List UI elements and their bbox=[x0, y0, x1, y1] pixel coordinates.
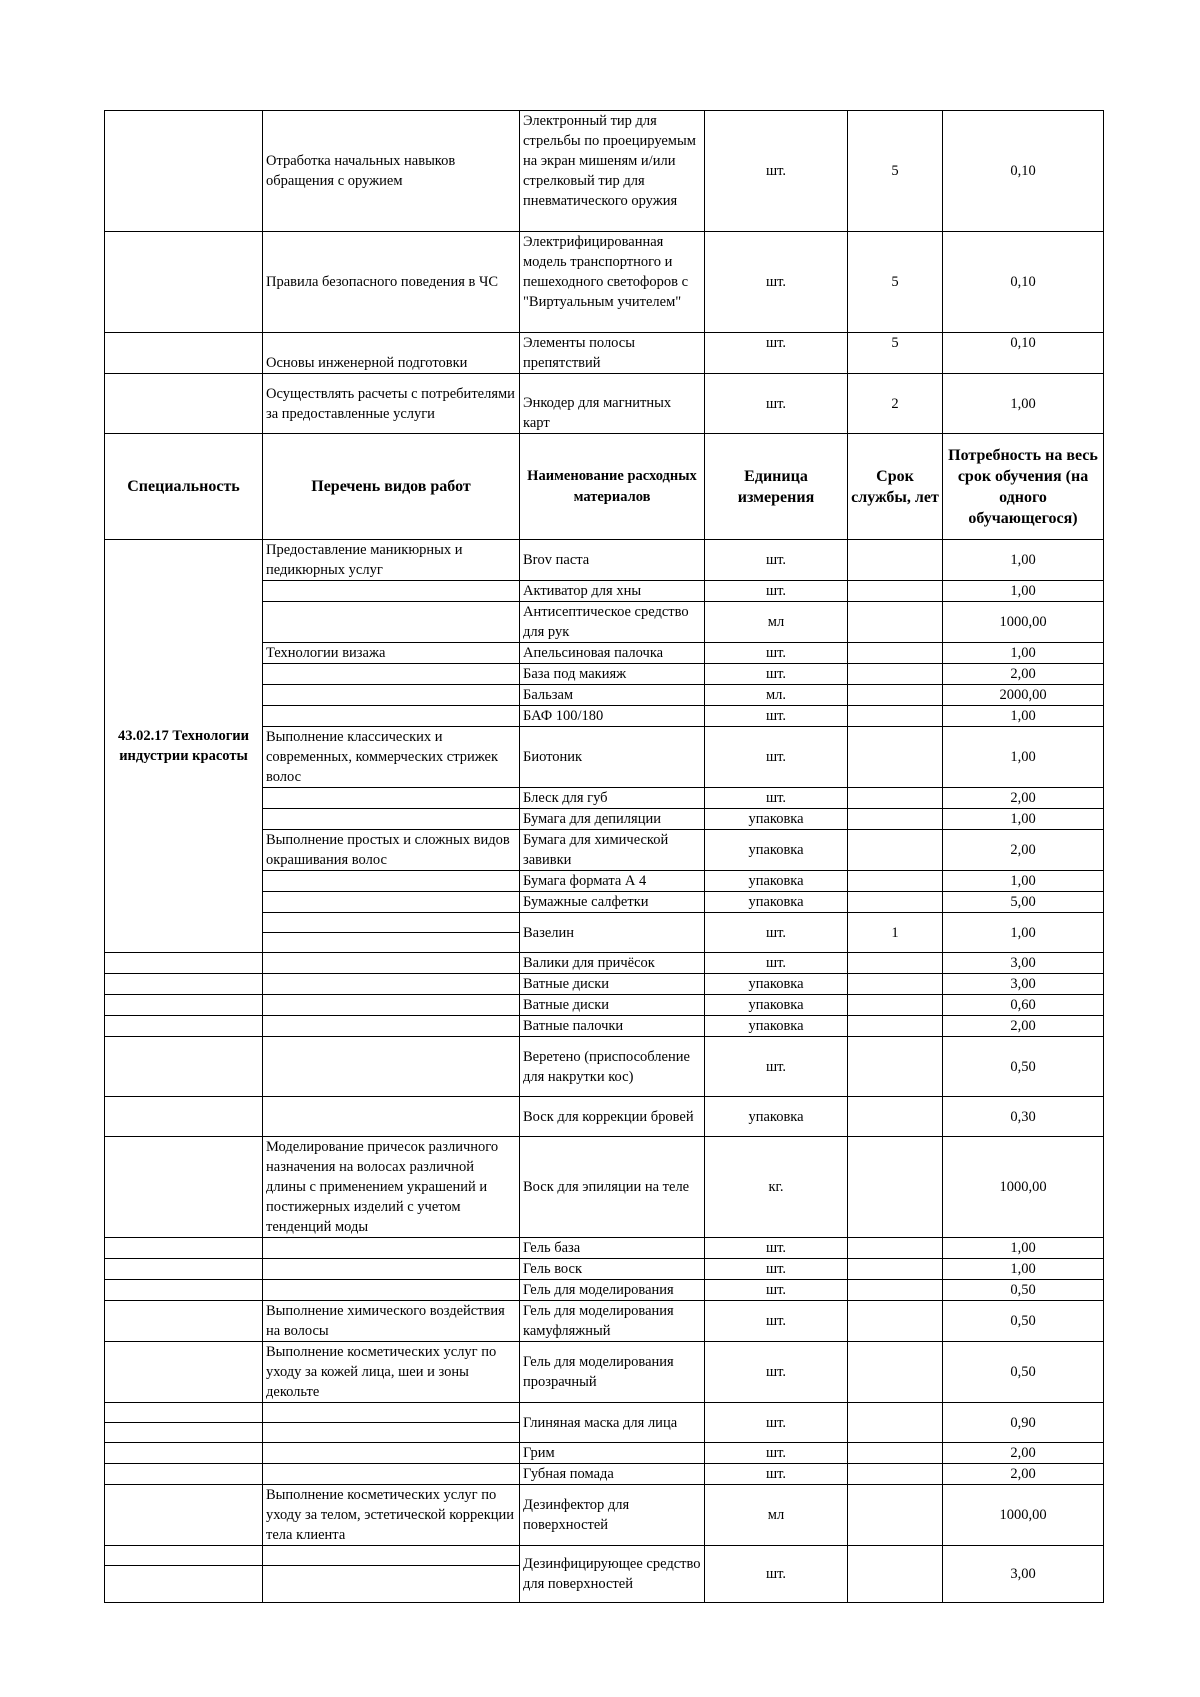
need-cell: 3,00 bbox=[943, 953, 1104, 974]
unit-cell: шт. bbox=[705, 788, 848, 809]
life-cell bbox=[848, 809, 943, 830]
specialty-cell bbox=[105, 1342, 263, 1403]
need-cell: 2000,00 bbox=[943, 685, 1104, 706]
material-cell: Гель база bbox=[520, 1238, 705, 1259]
need-cell: 1000,00 bbox=[943, 602, 1104, 643]
work-cell bbox=[263, 1546, 520, 1566]
specialty-cell bbox=[105, 953, 263, 974]
specialty-cell bbox=[105, 1259, 263, 1280]
need-cell: 1,00 bbox=[943, 581, 1104, 602]
need-cell: 0,90 bbox=[943, 1403, 1104, 1443]
table-row bbox=[105, 1016, 1104, 1037]
life-cell bbox=[848, 1464, 943, 1485]
unit-cell: упаковка bbox=[705, 1016, 848, 1037]
work-cell bbox=[263, 1443, 520, 1464]
life-cell bbox=[848, 602, 943, 643]
life-cell bbox=[848, 1016, 943, 1037]
material-cell: Brov паста bbox=[520, 540, 705, 581]
work-cell bbox=[263, 933, 520, 953]
table-row bbox=[105, 1137, 1104, 1238]
material-cell: Гель для моделирования прозрачный bbox=[520, 1342, 705, 1403]
specialty-cell bbox=[105, 1443, 263, 1464]
unit-cell: шт. bbox=[705, 540, 848, 581]
material-cell: Ватные диски bbox=[520, 974, 705, 995]
need-cell: 1,00 bbox=[943, 374, 1104, 434]
life-cell: 5 bbox=[848, 333, 943, 374]
need-cell: 1,00 bbox=[943, 706, 1104, 727]
material-cell: Глиняная маска для лица bbox=[520, 1403, 705, 1443]
unit-cell: шт. bbox=[705, 1342, 848, 1403]
need-cell: 0,10 bbox=[943, 232, 1104, 333]
life-cell bbox=[848, 995, 943, 1016]
life-cell bbox=[848, 830, 943, 871]
life-cell bbox=[848, 1097, 943, 1137]
unit-cell: мл bbox=[705, 1485, 848, 1546]
material-cell: Воск для коррекции бровей bbox=[520, 1097, 705, 1137]
life-cell bbox=[848, 788, 943, 809]
work-cell bbox=[263, 974, 520, 995]
work-cell bbox=[263, 1423, 520, 1443]
unit-cell: шт. bbox=[705, 1280, 848, 1301]
material-cell: Элементы полосы препятствий bbox=[520, 333, 705, 374]
need-cell: 2,00 bbox=[943, 830, 1104, 871]
life-cell bbox=[848, 643, 943, 664]
need-cell: 0,60 bbox=[943, 995, 1104, 1016]
material-cell: БАФ 100/180 bbox=[520, 706, 705, 727]
life-cell bbox=[848, 1238, 943, 1259]
header-materials: Наименование расходных материалов bbox=[520, 434, 705, 540]
work-cell bbox=[263, 995, 520, 1016]
unit-cell: шт. bbox=[705, 374, 848, 434]
material-cell: Ватные палочки bbox=[520, 1016, 705, 1037]
work-cell bbox=[263, 1238, 520, 1259]
work-cell bbox=[263, 953, 520, 974]
material-cell: Гель для моделирования камуфляжный bbox=[520, 1301, 705, 1342]
specialty-cell bbox=[105, 374, 263, 434]
work-cell bbox=[263, 788, 520, 809]
table-row bbox=[105, 540, 1104, 581]
unit-cell: шт. bbox=[705, 1259, 848, 1280]
life-cell bbox=[848, 1037, 943, 1097]
work-cell bbox=[263, 1259, 520, 1280]
life-cell bbox=[848, 581, 943, 602]
specialty-cell bbox=[105, 1280, 263, 1301]
work-cell bbox=[263, 1566, 520, 1603]
work-cell: Выполнение простых и сложных видов окрашивания волос bbox=[263, 830, 520, 871]
unit-cell: упаковка bbox=[705, 809, 848, 830]
table-row bbox=[105, 1097, 1104, 1137]
table-row bbox=[105, 1443, 1104, 1464]
unit-cell: шт. bbox=[705, 727, 848, 788]
material-cell: Апельсиновая палочка bbox=[520, 643, 705, 664]
material-cell: Гель воск bbox=[520, 1259, 705, 1280]
need-cell: 1,00 bbox=[943, 871, 1104, 892]
table-row bbox=[105, 1464, 1104, 1485]
need-cell: 2,00 bbox=[943, 1016, 1104, 1037]
work-cell: Выполнение классических и современных, коммерческих стрижек волос bbox=[263, 727, 520, 788]
need-cell: 2,00 bbox=[943, 1464, 1104, 1485]
unit-cell: шт. bbox=[705, 1546, 848, 1603]
need-cell: 2,00 bbox=[943, 788, 1104, 809]
material-cell: Ватные диски bbox=[520, 995, 705, 1016]
need-cell: 0,10 bbox=[943, 333, 1104, 374]
material-cell: Антисептическое средство для рук bbox=[520, 602, 705, 643]
specialty-cell bbox=[105, 1423, 263, 1443]
work-cell: Отработка начальных навыков обращения с оружием bbox=[263, 111, 520, 232]
need-cell: 1000,00 bbox=[943, 1137, 1104, 1238]
material-cell: Вазелин bbox=[520, 913, 705, 953]
life-cell: 2 bbox=[848, 374, 943, 434]
need-cell: 1,00 bbox=[943, 1238, 1104, 1259]
table-header-row bbox=[105, 434, 1104, 540]
table-row bbox=[105, 333, 1104, 374]
need-cell: 5,00 bbox=[943, 892, 1104, 913]
work-cell: Основы инженерной подготовки bbox=[263, 333, 520, 374]
header-life: Срок службы, лет bbox=[848, 434, 943, 540]
table-row bbox=[105, 1259, 1104, 1280]
need-cell: 1,00 bbox=[943, 643, 1104, 664]
life-cell bbox=[848, 706, 943, 727]
specialty-cell bbox=[105, 1566, 263, 1603]
table-row bbox=[105, 1301, 1104, 1342]
table-row bbox=[105, 974, 1104, 995]
unit-cell: шт. bbox=[705, 913, 848, 953]
header-unit: Единица измерения bbox=[705, 434, 848, 540]
work-cell bbox=[263, 1037, 520, 1097]
table-row bbox=[105, 953, 1104, 974]
need-cell: 1,00 bbox=[943, 809, 1104, 830]
work-cell: Предоставление маникюрных и педикюрных услуг bbox=[263, 540, 520, 581]
life-cell bbox=[848, 1280, 943, 1301]
unit-cell: шт. bbox=[705, 643, 848, 664]
table-row bbox=[105, 1037, 1104, 1097]
work-cell bbox=[263, 602, 520, 643]
material-cell: Воск для эпиляции на теле bbox=[520, 1137, 705, 1238]
material-cell: Блеск для губ bbox=[520, 788, 705, 809]
need-cell: 0,50 bbox=[943, 1301, 1104, 1342]
material-cell: Бумага для химической завивки bbox=[520, 830, 705, 871]
work-cell bbox=[263, 913, 520, 933]
specialty-cell bbox=[105, 1301, 263, 1342]
material-cell: Дезинфицирующее средство для поверхностей bbox=[520, 1546, 705, 1603]
specialty-cell bbox=[105, 995, 263, 1016]
specialty-cell bbox=[105, 333, 263, 374]
unit-cell: упаковка bbox=[705, 974, 848, 995]
work-cell bbox=[263, 871, 520, 892]
life-cell bbox=[848, 1403, 943, 1443]
header-specialty: Специальность bbox=[105, 434, 263, 540]
need-cell: 1,00 bbox=[943, 727, 1104, 788]
work-cell: Выполнение химического воздействия на волосы bbox=[263, 1301, 520, 1342]
table-row bbox=[105, 1342, 1104, 1403]
work-cell bbox=[263, 685, 520, 706]
specialty-cell bbox=[105, 1037, 263, 1097]
material-cell: Гель для моделирования bbox=[520, 1280, 705, 1301]
table-row bbox=[105, 232, 1104, 333]
work-cell bbox=[263, 1280, 520, 1301]
work-cell bbox=[263, 809, 520, 830]
life-cell bbox=[848, 871, 943, 892]
life-cell bbox=[848, 1546, 943, 1603]
work-cell bbox=[263, 1097, 520, 1137]
table-row bbox=[105, 1403, 1104, 1423]
unit-cell: шт. bbox=[705, 111, 848, 232]
material-cell: База под макияж bbox=[520, 664, 705, 685]
unit-cell: шт. bbox=[705, 664, 848, 685]
material-cell: Электронный тир для стрельбы по проецируемым на экран мишеням и/или стрелковый тир для пневматического оружия bbox=[520, 111, 705, 232]
work-cell bbox=[263, 892, 520, 913]
specialty-cell bbox=[105, 1137, 263, 1238]
table-row bbox=[105, 1280, 1104, 1301]
table-row bbox=[105, 374, 1104, 434]
specialty-cell bbox=[105, 232, 263, 333]
need-cell: 0,50 bbox=[943, 1280, 1104, 1301]
work-cell bbox=[263, 1464, 520, 1485]
need-cell: 0,10 bbox=[943, 111, 1104, 232]
specialty-cell bbox=[105, 111, 263, 232]
material-cell: Бальзам bbox=[520, 685, 705, 706]
specialty-cell bbox=[105, 974, 263, 995]
material-cell: Биотоник bbox=[520, 727, 705, 788]
specialty-cell bbox=[105, 1485, 263, 1546]
need-cell: 2,00 bbox=[943, 1443, 1104, 1464]
life-cell: 5 bbox=[848, 232, 943, 333]
life-cell bbox=[848, 1443, 943, 1464]
life-cell bbox=[848, 727, 943, 788]
header-need: Потребность на весь срок обучения (на одного обучающегося) bbox=[943, 434, 1104, 540]
work-cell bbox=[263, 581, 520, 602]
table-row bbox=[105, 111, 1104, 232]
specialty-cell: 43.02.17 Технологии индустрии красоты bbox=[105, 540, 263, 953]
unit-cell: шт. bbox=[705, 706, 848, 727]
work-cell: Выполнение косметических услуг по уходу за телом, эстетической коррекции тела клиента bbox=[263, 1485, 520, 1546]
life-cell bbox=[848, 685, 943, 706]
unit-cell: упаковка bbox=[705, 830, 848, 871]
need-cell: 1000,00 bbox=[943, 1485, 1104, 1546]
table-row bbox=[105, 995, 1104, 1016]
unit-cell: шт. bbox=[705, 232, 848, 333]
life-cell bbox=[848, 1342, 943, 1403]
need-cell: 1,00 bbox=[943, 1259, 1104, 1280]
material-cell: Активатор для хны bbox=[520, 581, 705, 602]
unit-cell: упаковка bbox=[705, 1097, 848, 1137]
unit-cell: шт. bbox=[705, 581, 848, 602]
need-cell: 2,00 bbox=[943, 664, 1104, 685]
material-cell: Валики для причёсок bbox=[520, 953, 705, 974]
life-cell: 1 bbox=[848, 913, 943, 953]
need-cell: 1,00 bbox=[943, 540, 1104, 581]
work-cell: Выполнение косметических услуг по уходу за кожей лица, шеи и зоны декольте bbox=[263, 1342, 520, 1403]
need-cell: 0,30 bbox=[943, 1097, 1104, 1137]
unit-cell: шт. bbox=[705, 1037, 848, 1097]
unit-cell: упаковка bbox=[705, 995, 848, 1016]
need-cell: 3,00 bbox=[943, 974, 1104, 995]
material-cell: Дезинфектор для поверхностей bbox=[520, 1485, 705, 1546]
material-cell: Бумага для депиляции bbox=[520, 809, 705, 830]
material-cell: Бумага формата А 4 bbox=[520, 871, 705, 892]
unit-cell: шт. bbox=[705, 1238, 848, 1259]
specialty-cell bbox=[105, 1238, 263, 1259]
material-cell: Губная помада bbox=[520, 1464, 705, 1485]
consumables-table bbox=[104, 110, 1104, 1603]
material-cell: Энкодер для магнитных карт bbox=[520, 374, 705, 434]
specialty-cell bbox=[105, 1464, 263, 1485]
life-cell bbox=[848, 540, 943, 581]
life-cell bbox=[848, 974, 943, 995]
work-cell: Правила безопасного поведения в ЧС bbox=[263, 232, 520, 333]
specialty-cell bbox=[105, 1016, 263, 1037]
material-cell: Веретено (приспособление для накрутки кос) bbox=[520, 1037, 705, 1097]
need-cell: 0,50 bbox=[943, 1037, 1104, 1097]
work-cell: Моделирование причесок различного назначения на волосах различной длины с применением украшений и постижерных изделий с учетом тенденций моды bbox=[263, 1137, 520, 1238]
material-cell: Бумажные салфетки bbox=[520, 892, 705, 913]
life-cell: 5 bbox=[848, 111, 943, 232]
work-cell bbox=[263, 1403, 520, 1423]
unit-cell: мл bbox=[705, 602, 848, 643]
life-cell bbox=[848, 953, 943, 974]
unit-cell: мл. bbox=[705, 685, 848, 706]
work-cell bbox=[263, 1016, 520, 1037]
specialty-cell bbox=[105, 1546, 263, 1566]
unit-cell: упаковка bbox=[705, 892, 848, 913]
work-cell bbox=[263, 706, 520, 727]
life-cell bbox=[848, 1485, 943, 1546]
life-cell bbox=[848, 1137, 943, 1238]
unit-cell: кг. bbox=[705, 1137, 848, 1238]
need-cell: 3,00 bbox=[943, 1546, 1104, 1603]
unit-cell: упаковка bbox=[705, 871, 848, 892]
unit-cell: шт. bbox=[705, 333, 848, 374]
need-cell: 0,50 bbox=[943, 1342, 1104, 1403]
work-cell: Технологии визажа bbox=[263, 643, 520, 664]
life-cell bbox=[848, 1301, 943, 1342]
table-row bbox=[105, 1485, 1104, 1546]
unit-cell: шт. bbox=[705, 1301, 848, 1342]
table-row bbox=[105, 1238, 1104, 1259]
material-cell: Грим bbox=[520, 1443, 705, 1464]
life-cell bbox=[848, 1259, 943, 1280]
life-cell bbox=[848, 892, 943, 913]
header-works: Перечень видов работ bbox=[263, 434, 520, 540]
specialty-cell bbox=[105, 1097, 263, 1137]
specialty-cell bbox=[105, 1403, 263, 1423]
unit-cell: шт. bbox=[705, 953, 848, 974]
need-cell: 1,00 bbox=[943, 913, 1104, 953]
unit-cell: шт. bbox=[705, 1464, 848, 1485]
table-row bbox=[105, 1546, 1104, 1566]
unit-cell: шт. bbox=[705, 1443, 848, 1464]
work-cell bbox=[263, 664, 520, 685]
work-cell: Осуществлять расчеты с потребителями за предоставленные услуги bbox=[263, 374, 520, 434]
unit-cell: шт. bbox=[705, 1403, 848, 1443]
life-cell bbox=[848, 664, 943, 685]
material-cell: Электрифицированная модель транспортного и пешеходного светофоров с "Виртуальным учителем" bbox=[520, 232, 705, 333]
